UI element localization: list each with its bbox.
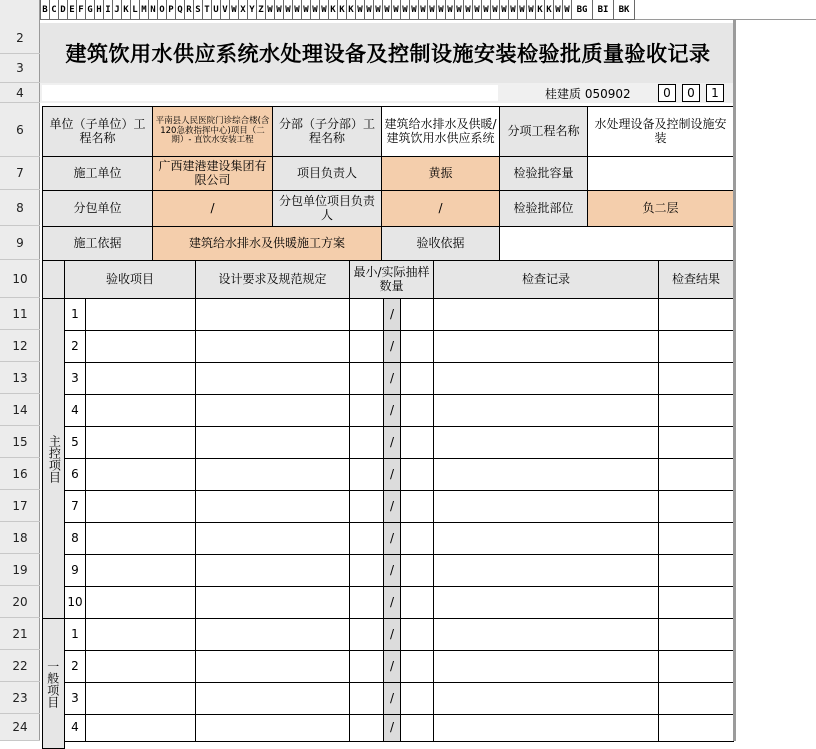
main-row-design[interactable] [195, 458, 350, 491]
general-row-result[interactable] [658, 714, 734, 742]
main-row-slash: / [383, 330, 401, 363]
main-row-slash: / [383, 554, 401, 587]
column-header-cell[interactable]: N [148, 0, 158, 20]
general-row-item[interactable] [85, 682, 196, 715]
column-header-cell[interactable]: W [463, 0, 473, 20]
main-row-design[interactable] [195, 362, 350, 395]
row-header-cell[interactable]: 4 [0, 83, 40, 103]
main-row-number: 1 [64, 298, 86, 331]
main-row-actual-sample[interactable] [400, 458, 434, 491]
main-row-min-sample[interactable] [349, 426, 384, 459]
project-manager-label: 项目负责人 [272, 156, 382, 191]
column-header-cell[interactable]: W [427, 0, 437, 20]
main-row-min-sample[interactable] [349, 490, 384, 523]
unit-name-label: 单位（子单位）工程名称 [42, 106, 153, 157]
main-row-result[interactable] [658, 522, 734, 555]
column-header-cell[interactable]: E [67, 0, 77, 20]
main-row-slash: / [383, 362, 401, 395]
sheet-right-edge [733, 20, 736, 741]
column-header-cell[interactable]: BG [571, 0, 593, 20]
batch-location-value[interactable]: 负二层 [587, 190, 734, 227]
general-row-slash: / [383, 714, 401, 742]
column-header-cell[interactable]: S [193, 0, 203, 20]
general-row-actual-sample[interactable] [400, 714, 434, 742]
main-row-result[interactable] [658, 394, 734, 427]
row-header-cell[interactable]: 6 [0, 103, 40, 157]
column-header-cell[interactable]: W [310, 0, 320, 20]
column-header-cell[interactable]: W [229, 0, 239, 20]
main-row-design[interactable] [195, 522, 350, 555]
main-row-record[interactable] [433, 330, 659, 363]
main-row-result[interactable] [658, 330, 734, 363]
main-row-design[interactable] [195, 394, 350, 427]
general-row-record[interactable] [433, 618, 659, 651]
column-header-cell[interactable]: W [301, 0, 311, 20]
subcontractor-value[interactable]: / [152, 190, 273, 227]
general-row-number: 4 [64, 714, 86, 742]
general-row-min-sample[interactable] [349, 650, 384, 683]
main-row-item[interactable] [85, 586, 196, 619]
subitem-name-label: 分项工程名称 [499, 106, 588, 157]
main-row-record[interactable] [433, 554, 659, 587]
column-header-cell[interactable]: P [166, 0, 176, 20]
general-group-label: 一般项目 [42, 618, 65, 749]
row-header-cell[interactable]: 19 [0, 554, 40, 586]
main-row-actual-sample[interactable] [400, 522, 434, 555]
main-row-item[interactable] [85, 362, 196, 395]
acceptance-basis-value[interactable] [499, 226, 734, 261]
main-row-record[interactable] [433, 298, 659, 331]
batch-capacity-label: 检验批容量 [499, 156, 588, 191]
column-header-cell[interactable]: W [472, 0, 482, 20]
main-row-min-sample[interactable] [349, 586, 384, 619]
column-header-cell[interactable]: BK [613, 0, 635, 20]
main-row-min-sample[interactable] [349, 458, 384, 491]
main-row-slash: / [383, 426, 401, 459]
column-header-cell[interactable]: D [58, 0, 68, 20]
general-row-number: 1 [64, 618, 86, 651]
main-row-slash: / [383, 586, 401, 619]
main-row-item[interactable] [85, 490, 196, 523]
main-row-number: 3 [64, 362, 86, 395]
column-header-cell[interactable]: W [436, 0, 446, 20]
main-row-number: 5 [64, 426, 86, 459]
general-row-item[interactable] [85, 650, 196, 683]
column-header-cell[interactable]: V [220, 0, 230, 20]
general-row-item[interactable] [85, 618, 196, 651]
column-header-cell[interactable]: W [400, 0, 410, 20]
row-header-cell[interactable]: 3 [0, 54, 40, 83]
column-header-cell[interactable]: B [40, 0, 50, 20]
main-row-design[interactable] [195, 490, 350, 523]
batch-capacity-value[interactable] [587, 156, 734, 191]
column-header-cell[interactable]: W [526, 0, 536, 20]
sample-column-header: 最小/实际抽样数量 [349, 260, 434, 299]
column-header-cell[interactable]: Z [256, 0, 266, 20]
column-header-cell[interactable]: K [328, 0, 338, 20]
design-column-header: 设计要求及规范规定 [195, 260, 350, 299]
sub-project-manager-value[interactable]: / [381, 190, 500, 227]
column-header-cell[interactable]: W [355, 0, 365, 20]
general-row-actual-sample[interactable] [400, 618, 434, 651]
main-row-actual-sample[interactable] [400, 298, 434, 331]
general-row-design[interactable] [195, 618, 350, 651]
record-column-header: 检查记录 [433, 260, 659, 299]
column-header-cell[interactable]: W [319, 0, 329, 20]
column-header-cell[interactable]: W [364, 0, 374, 20]
column-header-cell[interactable]: W [454, 0, 464, 20]
division-name-value[interactable]: 建筑给水排水及供暖/建筑饮用水供应系统 [381, 106, 500, 157]
main-row-item[interactable] [85, 426, 196, 459]
column-header-cell[interactable]: W [382, 0, 392, 20]
acceptance-basis-label: 验收依据 [381, 226, 500, 261]
row-header-cell[interactable]: 11 [0, 298, 40, 330]
main-row-record[interactable] [433, 426, 659, 459]
general-row-slash: / [383, 618, 401, 651]
main-row-record[interactable] [433, 490, 659, 523]
main-row-design[interactable] [195, 586, 350, 619]
main-row-record[interactable] [433, 458, 659, 491]
column-header-cell[interactable]: K [121, 0, 131, 20]
main-row-slash: / [383, 394, 401, 427]
batch-location-label: 检验批部位 [499, 190, 588, 227]
main-row-actual-sample[interactable] [400, 554, 434, 587]
main-row-actual-sample[interactable] [400, 394, 434, 427]
main-row-design[interactable] [195, 554, 350, 587]
form-code-label: 桂建质 050902 [545, 86, 631, 101]
main-row-min-sample[interactable] [349, 522, 384, 555]
column-header-cell[interactable]: BI [592, 0, 614, 20]
main-row-record[interactable] [433, 586, 659, 619]
main-row-number: 2 [64, 330, 86, 363]
main-row-min-sample[interactable] [349, 330, 384, 363]
main-row-actual-sample[interactable] [400, 586, 434, 619]
sub-project-manager-label: 分包单位项目负责人 [272, 190, 382, 227]
main-row-design[interactable] [195, 426, 350, 459]
main-row-actual-sample[interactable] [400, 490, 434, 523]
general-row-min-sample[interactable] [349, 682, 384, 715]
main-row-actual-sample[interactable] [400, 426, 434, 459]
contractor-value[interactable]: 广西建港建设集团有限公司 [152, 156, 273, 191]
main-row-result[interactable] [658, 298, 734, 331]
general-row-number: 3 [64, 682, 86, 715]
general-row-result[interactable] [658, 618, 734, 651]
main-row-number: 4 [64, 394, 86, 427]
column-header-cell[interactable]: W [265, 0, 275, 20]
general-row-design[interactable] [195, 682, 350, 715]
column-header-cell[interactable]: W [553, 0, 563, 20]
column-header-cell[interactable]: L [130, 0, 140, 20]
main-row-record[interactable] [433, 522, 659, 555]
main-row-slash: / [383, 298, 401, 331]
column-header-cell[interactable]: Q [175, 0, 185, 20]
general-row-item[interactable] [85, 714, 196, 742]
main-row-item[interactable] [85, 522, 196, 555]
row-header-cell[interactable]: 16 [0, 458, 40, 490]
main-row-number: 8 [64, 522, 86, 555]
column-header-cell[interactable]: W [373, 0, 383, 20]
row-header-cell[interactable]: 7 [0, 157, 40, 190]
subcontractor-label: 分包单位 [42, 190, 153, 227]
row-header-cell[interactable]: 18 [0, 522, 40, 554]
column-header-cell[interactable]: W [391, 0, 401, 20]
row-header-cell[interactable]: 21 [0, 618, 40, 650]
column-header-cell[interactable]: T [202, 0, 212, 20]
column-header-cell[interactable]: W [481, 0, 491, 20]
main-row-min-sample[interactable] [349, 554, 384, 587]
main-row-result[interactable] [658, 426, 734, 459]
project-manager-value[interactable]: 黄振 [381, 156, 500, 191]
column-header-cell[interactable]: X [238, 0, 248, 20]
column-header-cell[interactable]: Y [247, 0, 257, 20]
general-row-design[interactable] [195, 650, 350, 683]
main-row-number: 9 [64, 554, 86, 587]
result-column-header: 检查结果 [658, 260, 734, 299]
main-row-number: 10 [64, 586, 86, 619]
row-header-cell[interactable]: 23 [0, 682, 40, 714]
code-box-1[interactable]: 0 [658, 84, 676, 102]
general-row-min-sample[interactable] [349, 618, 384, 651]
column-header-cell[interactable]: G [85, 0, 95, 20]
main-row-item[interactable] [85, 554, 196, 587]
construction-basis-label: 施工依据 [42, 226, 153, 261]
main-row-actual-sample[interactable] [400, 330, 434, 363]
column-header-cell[interactable]: C [49, 0, 59, 20]
column-header-cell[interactable]: W [499, 0, 509, 20]
item-column-header: 验收项目 [64, 260, 196, 299]
row-header-cell[interactable]: 9 [0, 226, 40, 260]
main-row-item[interactable] [85, 458, 196, 491]
general-row-number: 2 [64, 650, 86, 683]
row-header-cell[interactable]: 15 [0, 426, 40, 458]
main-row-min-sample[interactable] [349, 298, 384, 331]
row-header-bar [0, 20, 40, 741]
main-row-slash: / [383, 458, 401, 491]
general-row-record[interactable] [433, 650, 659, 683]
main-row-slash: / [383, 490, 401, 523]
column-header-cell[interactable]: W [445, 0, 455, 20]
general-row-result[interactable] [658, 650, 734, 683]
construction-basis-value[interactable]: 建筑给水排水及供暖施工方案 [152, 226, 382, 261]
unit-name-value[interactable]: 平南县人民医院门诊综合楼(含120急救指挥中心)项目（二期）- 直饮水安装工程 [152, 106, 273, 157]
column-header-cell[interactable]: U [211, 0, 221, 20]
column-header-cell[interactable]: W [292, 0, 302, 20]
row-header-cell[interactable]: 2 [0, 23, 40, 54]
column-header-cell[interactable]: K [346, 0, 356, 20]
main-row-result[interactable] [658, 490, 734, 523]
general-row-record[interactable] [433, 714, 659, 742]
form-title: 建筑饮用水供应系统水处理设备及控制设施安装检验批质量验收记录 [65, 42, 711, 66]
column-header-cell[interactable]: J [112, 0, 122, 20]
row-header-cell[interactable]: 13 [0, 362, 40, 394]
column-header-cell[interactable]: W [418, 0, 428, 20]
division-name-label: 分部（子分部）工程名称 [272, 106, 382, 157]
general-row-actual-sample[interactable] [400, 650, 434, 683]
main-row-min-sample[interactable] [349, 362, 384, 395]
column-header-cell[interactable]: M [139, 0, 149, 20]
contractor-label: 施工单位 [42, 156, 153, 191]
main-row-min-sample[interactable] [349, 394, 384, 427]
row-header-cell[interactable]: 17 [0, 490, 40, 522]
general-row-slash: / [383, 682, 401, 715]
main-row-item[interactable] [85, 394, 196, 427]
select-all-corner[interactable] [0, 0, 40, 20]
main-row-design[interactable] [195, 298, 350, 331]
code-box-2[interactable]: 0 [682, 84, 700, 102]
column-header-cell[interactable]: W [490, 0, 500, 20]
main-row-result[interactable] [658, 458, 734, 491]
row-header-cell[interactable]: 20 [0, 586, 40, 618]
general-row-result[interactable] [658, 682, 734, 715]
general-row-design[interactable] [195, 714, 350, 742]
column-header-cell[interactable]: W [562, 0, 572, 20]
column-header-cell[interactable]: F [76, 0, 86, 20]
code-box-3[interactable]: 1 [706, 84, 724, 102]
group-column-header [42, 260, 65, 299]
column-header-cell[interactable]: W [508, 0, 518, 20]
column-header-cell[interactable]: R [184, 0, 194, 20]
main-row-record[interactable] [433, 362, 659, 395]
subitem-name-value[interactable]: 水处理设备及控制设施安装 [587, 106, 734, 157]
main-row-item[interactable] [85, 298, 196, 331]
general-row-actual-sample[interactable] [400, 682, 434, 715]
column-header-cell[interactable]: W [409, 0, 419, 20]
main-row-actual-sample[interactable] [400, 362, 434, 395]
row-header-cell[interactable]: 10 [0, 260, 40, 298]
row-header-cell[interactable]: 24 [0, 714, 40, 741]
column-header-cell[interactable]: I [103, 0, 113, 20]
main-row-result[interactable] [658, 554, 734, 587]
main-row-item[interactable] [85, 330, 196, 363]
general-row-min-sample[interactable] [349, 714, 384, 742]
column-header-cell[interactable]: H [94, 0, 104, 20]
main-control-group-label: 主控项目 [42, 298, 65, 619]
column-header-cell[interactable]: O [157, 0, 167, 20]
row-header-cell[interactable]: 8 [0, 190, 40, 226]
main-row-number: 6 [64, 458, 86, 491]
row-header-cell[interactable]: 14 [0, 394, 40, 426]
column-header-cell[interactable]: W [283, 0, 293, 20]
column-header-cell[interactable]: W [517, 0, 527, 20]
column-header-cell[interactable]: K [337, 0, 347, 20]
general-row-slash: / [383, 650, 401, 683]
column-header-cell[interactable]: K [535, 0, 545, 20]
main-row-record[interactable] [433, 394, 659, 427]
general-row-record[interactable] [433, 682, 659, 715]
main-row-result[interactable] [658, 362, 734, 395]
column-header-cell[interactable]: W [274, 0, 284, 20]
row-header-cell[interactable]: 12 [0, 330, 40, 362]
main-row-number: 7 [64, 490, 86, 523]
main-row-design[interactable] [195, 330, 350, 363]
main-row-result[interactable] [658, 586, 734, 619]
row-header-cell[interactable]: 22 [0, 650, 40, 682]
code-row-cell[interactable] [42, 85, 498, 101]
main-row-slash: / [383, 522, 401, 555]
column-header-cell[interactable]: K [544, 0, 554, 20]
column-header-cells [40, 0, 634, 20]
